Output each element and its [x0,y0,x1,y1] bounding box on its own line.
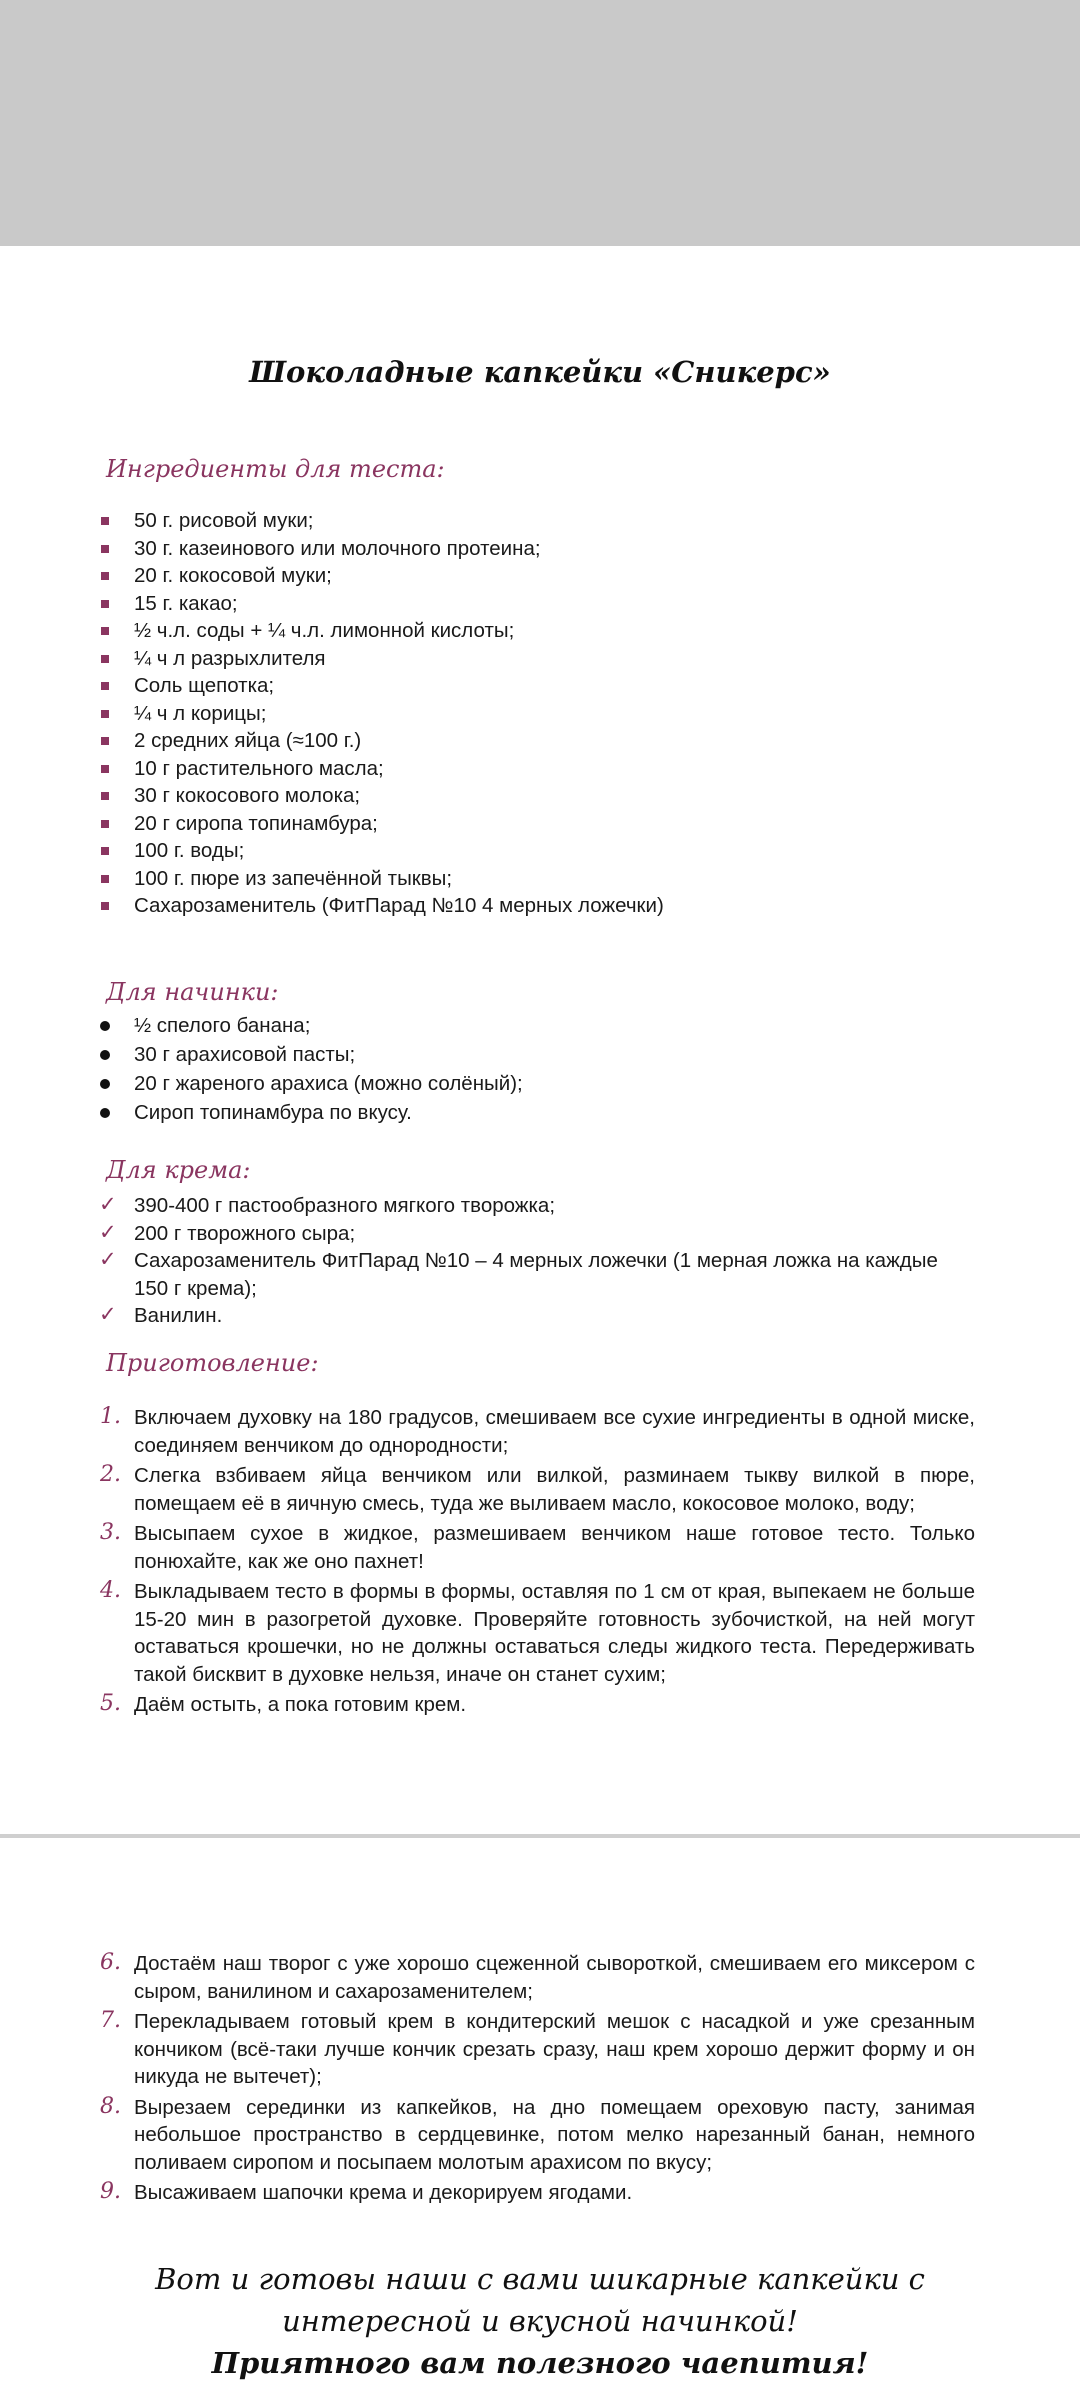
checkmark-icon: ✓ [99,1303,117,1326]
step-text: Высаживаем шапочки крема и декорируем ягодами. [134,2181,633,2204]
list-item [0,672,975,700]
ingredient-text: ½ спелого банана; [134,1014,311,1037]
filling-heading: Для начинки: [106,978,279,1006]
list-item [0,645,975,673]
list-item [0,535,975,563]
list-item [0,2179,975,2207]
list-item [0,562,975,590]
list-item [0,700,975,728]
list-item [0,1404,975,1459]
square-bullet-icon [101,572,109,580]
ingredient-text: Сахарозаменитель (ФитПарад №10 4 мерных ложечки) [134,894,664,917]
step-number: 9. [100,2179,121,2204]
square-bullet-icon [101,875,109,883]
list-item [0,865,975,893]
list-item [0,1012,975,1040]
square-bullet-icon [101,847,109,855]
square-bullet-icon [101,600,109,608]
ingredient-text: 20 г. кокосовой муки; [134,564,332,587]
ingredient-text: 20 г сиропа топинамбура; [134,811,378,835]
square-bullet-icon [101,545,109,553]
round-bullet-icon [100,1021,110,1031]
list-item [0,1691,975,1719]
step-text: Включаем духовку на 180 градусов, смешиваем все сухие ингредиенты в одной миске, соединяем венчиком до однородности; [134,1406,975,1457]
ingredient-text: Сахарозаменитель ФитПарад №10 – 4 мерных ложечки (1 мерная ложка на каждые 150 г крема); [134,1249,938,1300]
header-band [0,0,1080,246]
cream-ingredients-list [0,1192,975,1330]
square-bullet-icon [101,902,109,910]
list-item [0,507,975,535]
list-item [0,1462,975,1517]
step-text: Даём остыть, а пока готовим крем. [134,1693,467,1716]
square-bullet-icon [101,820,109,828]
list-item [0,1041,975,1069]
round-bullet-icon [100,1050,110,1060]
list-item [0,1099,975,1127]
dough-ingredients-list [0,507,975,920]
step-text: Перекладываем готовый крем в кондитерский мешок с насадкой и уже срезанным кончиком (всё-таки лучше кончик срезать сразу, наш крем хорошо держит форму и он никуда не вытечет); [134,2010,975,2088]
list-item [0,1192,975,1220]
dough-heading: Ингредиенты для теста: [106,455,445,483]
ingredient-text: 390-400 г пастообразного мягкого творожка; [134,1194,556,1217]
page-divider [0,1834,1080,1838]
cream-heading: Для крема: [106,1156,251,1184]
ingredient-text: 30 г. казеинового или молочного протеина; [134,536,541,560]
ingredient-text: 100 г. воды; [134,839,245,862]
checkmark-icon: ✓ [99,1220,117,1244]
step-number: 8. [100,2093,121,2119]
step-number: 2. [100,1462,121,1487]
list-item [0,892,975,920]
list-item [0,1520,975,1575]
square-bullet-icon [101,737,109,745]
list-item [0,2008,975,2091]
square-bullet-icon [101,792,109,800]
round-bullet-icon [100,1079,110,1089]
ingredient-text: 20 г жареного арахиса (можно солёный); [134,1072,523,1095]
list-item [0,590,975,618]
list-item [0,1220,975,1248]
checkmark-icon: ✓ [99,1193,117,1216]
step-text: Достаём наш творог с уже хорошо сцеженной сывороткой, смешиваем его миксером с сыром, ванилином и сахарозаменителем; [134,1952,975,2003]
closing-line-2: интересной и вкусной начинкой! [282,2304,798,2338]
ingredient-text: ¼ ч л корицы; [134,701,267,725]
list-item [0,1950,975,2005]
list-item [0,755,975,783]
ingredient-text: 10 г растительного масла; [134,756,384,780]
list-item [0,727,975,755]
ingredient-text: Сироп топинамбура по вкусу. [134,1101,412,1124]
list-item [0,810,975,838]
preparation-steps-continued-list [0,1950,975,2210]
ingredient-text: 30 г кокосового молока; [134,784,361,807]
list-item [0,2094,975,2177]
ingredient-text: ½ ч.л. соды + ¼ ч.л. лимонной кислоты; [134,619,515,642]
checkmark-icon: ✓ [99,1248,117,1271]
list-item [0,617,975,645]
closing-line-3: Приятного вам полезного чаепития! [211,2346,869,2380]
ingredient-text: 30 г арахисовой пасты; [134,1043,356,1066]
list-item [0,837,975,865]
ingredient-text: 50 г. рисовой муки; [134,509,314,532]
ingredient-text: 100 г. пюре из запечённой тыквы; [134,866,453,890]
step-text: Высыпаем сухое в жидкое, размешиваем венчиком наше готовое тесто. Только понюхайте, как же оно пахнет! [134,1522,975,1573]
list-item [0,1070,975,1098]
step-number: 3. [100,1520,121,1545]
step-text: Слегка взбиваем яйца венчиком или вилкой, разминаем тыкву вилкой в пюре, помещаем её в яичную смесь, туда же выливаем масло, кокосовое молоко, воду; [134,1464,975,1515]
filling-ingredients-list [0,1012,975,1128]
ingredient-text: ¼ ч л разрыхлителя [134,646,326,670]
list-item [0,1578,975,1688]
square-bullet-icon [101,682,109,690]
preparation-heading: Приготовление: [106,1349,319,1377]
preparation-steps-list [0,1404,975,1722]
ingredient-text: 15 г. какао; [134,591,238,615]
ingredient-text: Ванилин. [134,1304,223,1327]
list-item [0,1247,975,1302]
step-number: 7. [100,2008,121,2033]
step-number: 4. [100,1578,121,1603]
step-text: Выкладываем тесто в формы в формы, оставляя по 1 см от края, выпекаем не больше 15-20 мин в разогретой духовке. Проверяйте готовность зубочисткой, на ней могут оставаться крошечки, но не должны оставаться следы жидкого теста. Передерживать такой бисквит в духовке нельзя, иначе он станет сухим; [134,1580,975,1686]
list-item [0,782,975,810]
step-number: 1. [100,1404,121,1429]
closing-line-1: Вот и готовы наши с вами шикарные капкейки с [155,2262,925,2296]
square-bullet-icon [101,710,109,718]
list-item [0,1302,975,1330]
recipe-title: Шоколадные капкейки «Сникерс» [249,355,831,389]
square-bullet-icon [101,765,109,773]
ingredient-text: 2 средних яйца (≈100 г.) [134,729,362,752]
square-bullet-icon [101,627,109,635]
square-bullet-icon [101,655,109,663]
step-text: Вырезаем серединки из капкейков, на дно помещаем ореховую пасту, занимая небольшое пространство в сердцевинке, потом мелко нарезанный банан, немного поливаем сиропом и посыпаем молотым арахисом по вкусу; [134,2095,975,2174]
step-number: 6. [100,1950,121,1975]
round-bullet-icon [100,1108,110,1118]
ingredient-text: Соль щепотка; [134,674,275,697]
square-bullet-icon [101,517,109,525]
ingredient-text: 200 г творожного сыра; [134,1221,356,1245]
step-number: 5. [100,1691,121,1716]
